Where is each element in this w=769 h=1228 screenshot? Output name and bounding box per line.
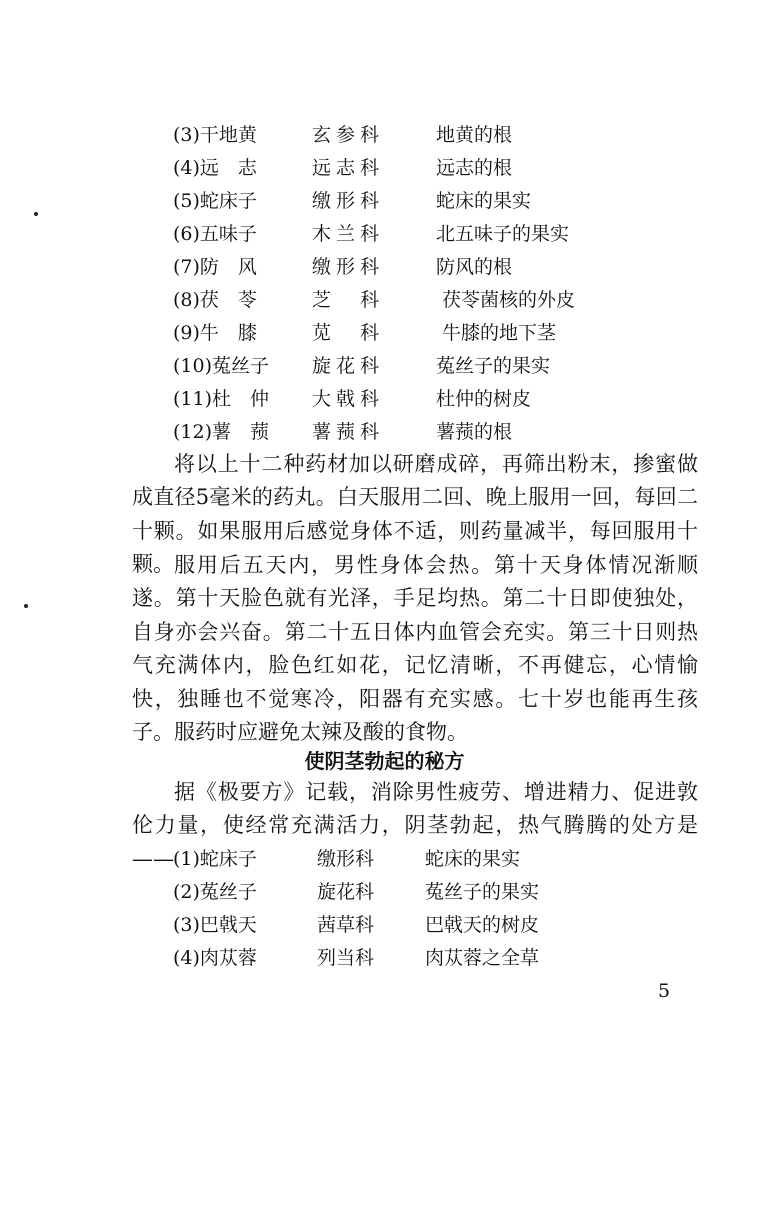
- herb-part: 杜仲的树皮: [436, 388, 532, 410]
- herb-family: 缴形科: [312, 190, 385, 212]
- table-row: [0, 350, 769, 383]
- herb-family: 玄参科: [312, 124, 385, 146]
- herb-family: 木兰科: [312, 223, 385, 245]
- intro-paragraph: 据《极要方》记载，消除男性疲劳、增进精力、促进敦伦力量，使经常充满活力，阴茎勃起，热气腾腾的处方是——: [132, 780, 698, 871]
- table-row: [0, 876, 769, 909]
- herb-name: (5)蛇床子: [173, 190, 257, 212]
- herb-part: 防风的根: [436, 256, 513, 278]
- herb-name: (9)牛 膝: [173, 322, 257, 344]
- table-row: [0, 218, 769, 251]
- herb-name: (4)远 志: [173, 157, 257, 179]
- herb-part: 蛇床的果实: [436, 190, 532, 212]
- table-row: [0, 383, 769, 416]
- herb-name: (11)杜 仲: [173, 388, 270, 410]
- herb-family: 茜草科: [317, 914, 375, 936]
- table-row: [0, 185, 769, 218]
- herb-part: 茯苓菌核的外皮: [442, 289, 576, 311]
- herb-family: 薯蓣科: [312, 421, 385, 443]
- herb-family: 缴形科: [312, 256, 385, 278]
- herb-part: 菟丝子的果实: [425, 881, 540, 903]
- table-row: [0, 251, 769, 284]
- herb-name: (7)防 风: [173, 256, 257, 278]
- page-number: 5: [658, 980, 671, 1002]
- herb-name: (4)肉苁蓉: [173, 947, 257, 969]
- table-row: [0, 416, 769, 449]
- herb-name: (10)菟丝子: [173, 355, 270, 377]
- herb-name: (3)巴戟天: [173, 914, 257, 936]
- herb-part: 牛膝的地下茎: [442, 322, 557, 344]
- herb-part: 地黄的根: [436, 124, 513, 146]
- table-row: [0, 152, 769, 185]
- herb-family: 大戟科: [312, 388, 385, 410]
- herb-part: 菟丝子的果实: [436, 355, 551, 377]
- table-row: [0, 284, 769, 317]
- herb-family: 旋花科: [317, 881, 375, 903]
- herb-part: 薯蓣的根: [436, 421, 513, 443]
- body-paragraph: 将以上十二种药材加以研磨成碎，再筛出粉末，掺蜜做成直径5毫米的药丸。白天服用二回、晚上服用一回，每回二十颗。如果服用后感觉身体不适，则药量减半，每回服用十颗。: [132, 452, 698, 577]
- herb-family: 列当科: [317, 947, 375, 969]
- table-row: [0, 909, 769, 942]
- scan-speck: [24, 604, 28, 608]
- table-row: [0, 942, 769, 975]
- herb-family: 苋 科: [312, 322, 385, 344]
- table-row: [0, 843, 769, 876]
- herb-family: 芝 科: [312, 289, 385, 311]
- herb-part: 远志的根: [436, 157, 513, 179]
- herb-name: (2)菟丝子: [173, 881, 257, 903]
- section-title: 使阴茎勃起的秘方: [304, 749, 465, 773]
- herb-part: 肉苁蓉之全草: [425, 947, 540, 969]
- herb-family: 远志科: [312, 157, 385, 179]
- herb-part: 北五味子的果实: [436, 223, 570, 245]
- herb-part: 蛇床的果实: [425, 848, 521, 870]
- herb-name: (3)干地黄: [173, 124, 257, 146]
- herb-family: 缴形科: [317, 848, 375, 870]
- herb-name: (12)薯 蓣: [173, 421, 270, 443]
- herb-name: (8)茯 苓: [173, 289, 257, 311]
- body-paragraph: 服用后五天内，男性身体会热。第十天身体情况渐顺遂。第十天脸色就有光泽，手足均热。第二十日即使独处，自身亦会兴奋。第二十五日体内血管会充实。第三十日则热气充满体内，脸色红如花，记忆清晰，不再健忘，心情愉快，独睡也不觉寒冷，阳器有充实感。七十岁也能再生孩子。服药时应避免太辣及酸的食物。: [132, 553, 698, 745]
- table-row: [0, 317, 769, 350]
- herb-part: 巴戟天的树皮: [425, 914, 540, 936]
- herb-name: (6)五味子: [173, 223, 257, 245]
- herb-name: (1)蛇床子: [173, 848, 257, 870]
- herb-family: 旋花科: [312, 355, 385, 377]
- table-row: [0, 119, 769, 152]
